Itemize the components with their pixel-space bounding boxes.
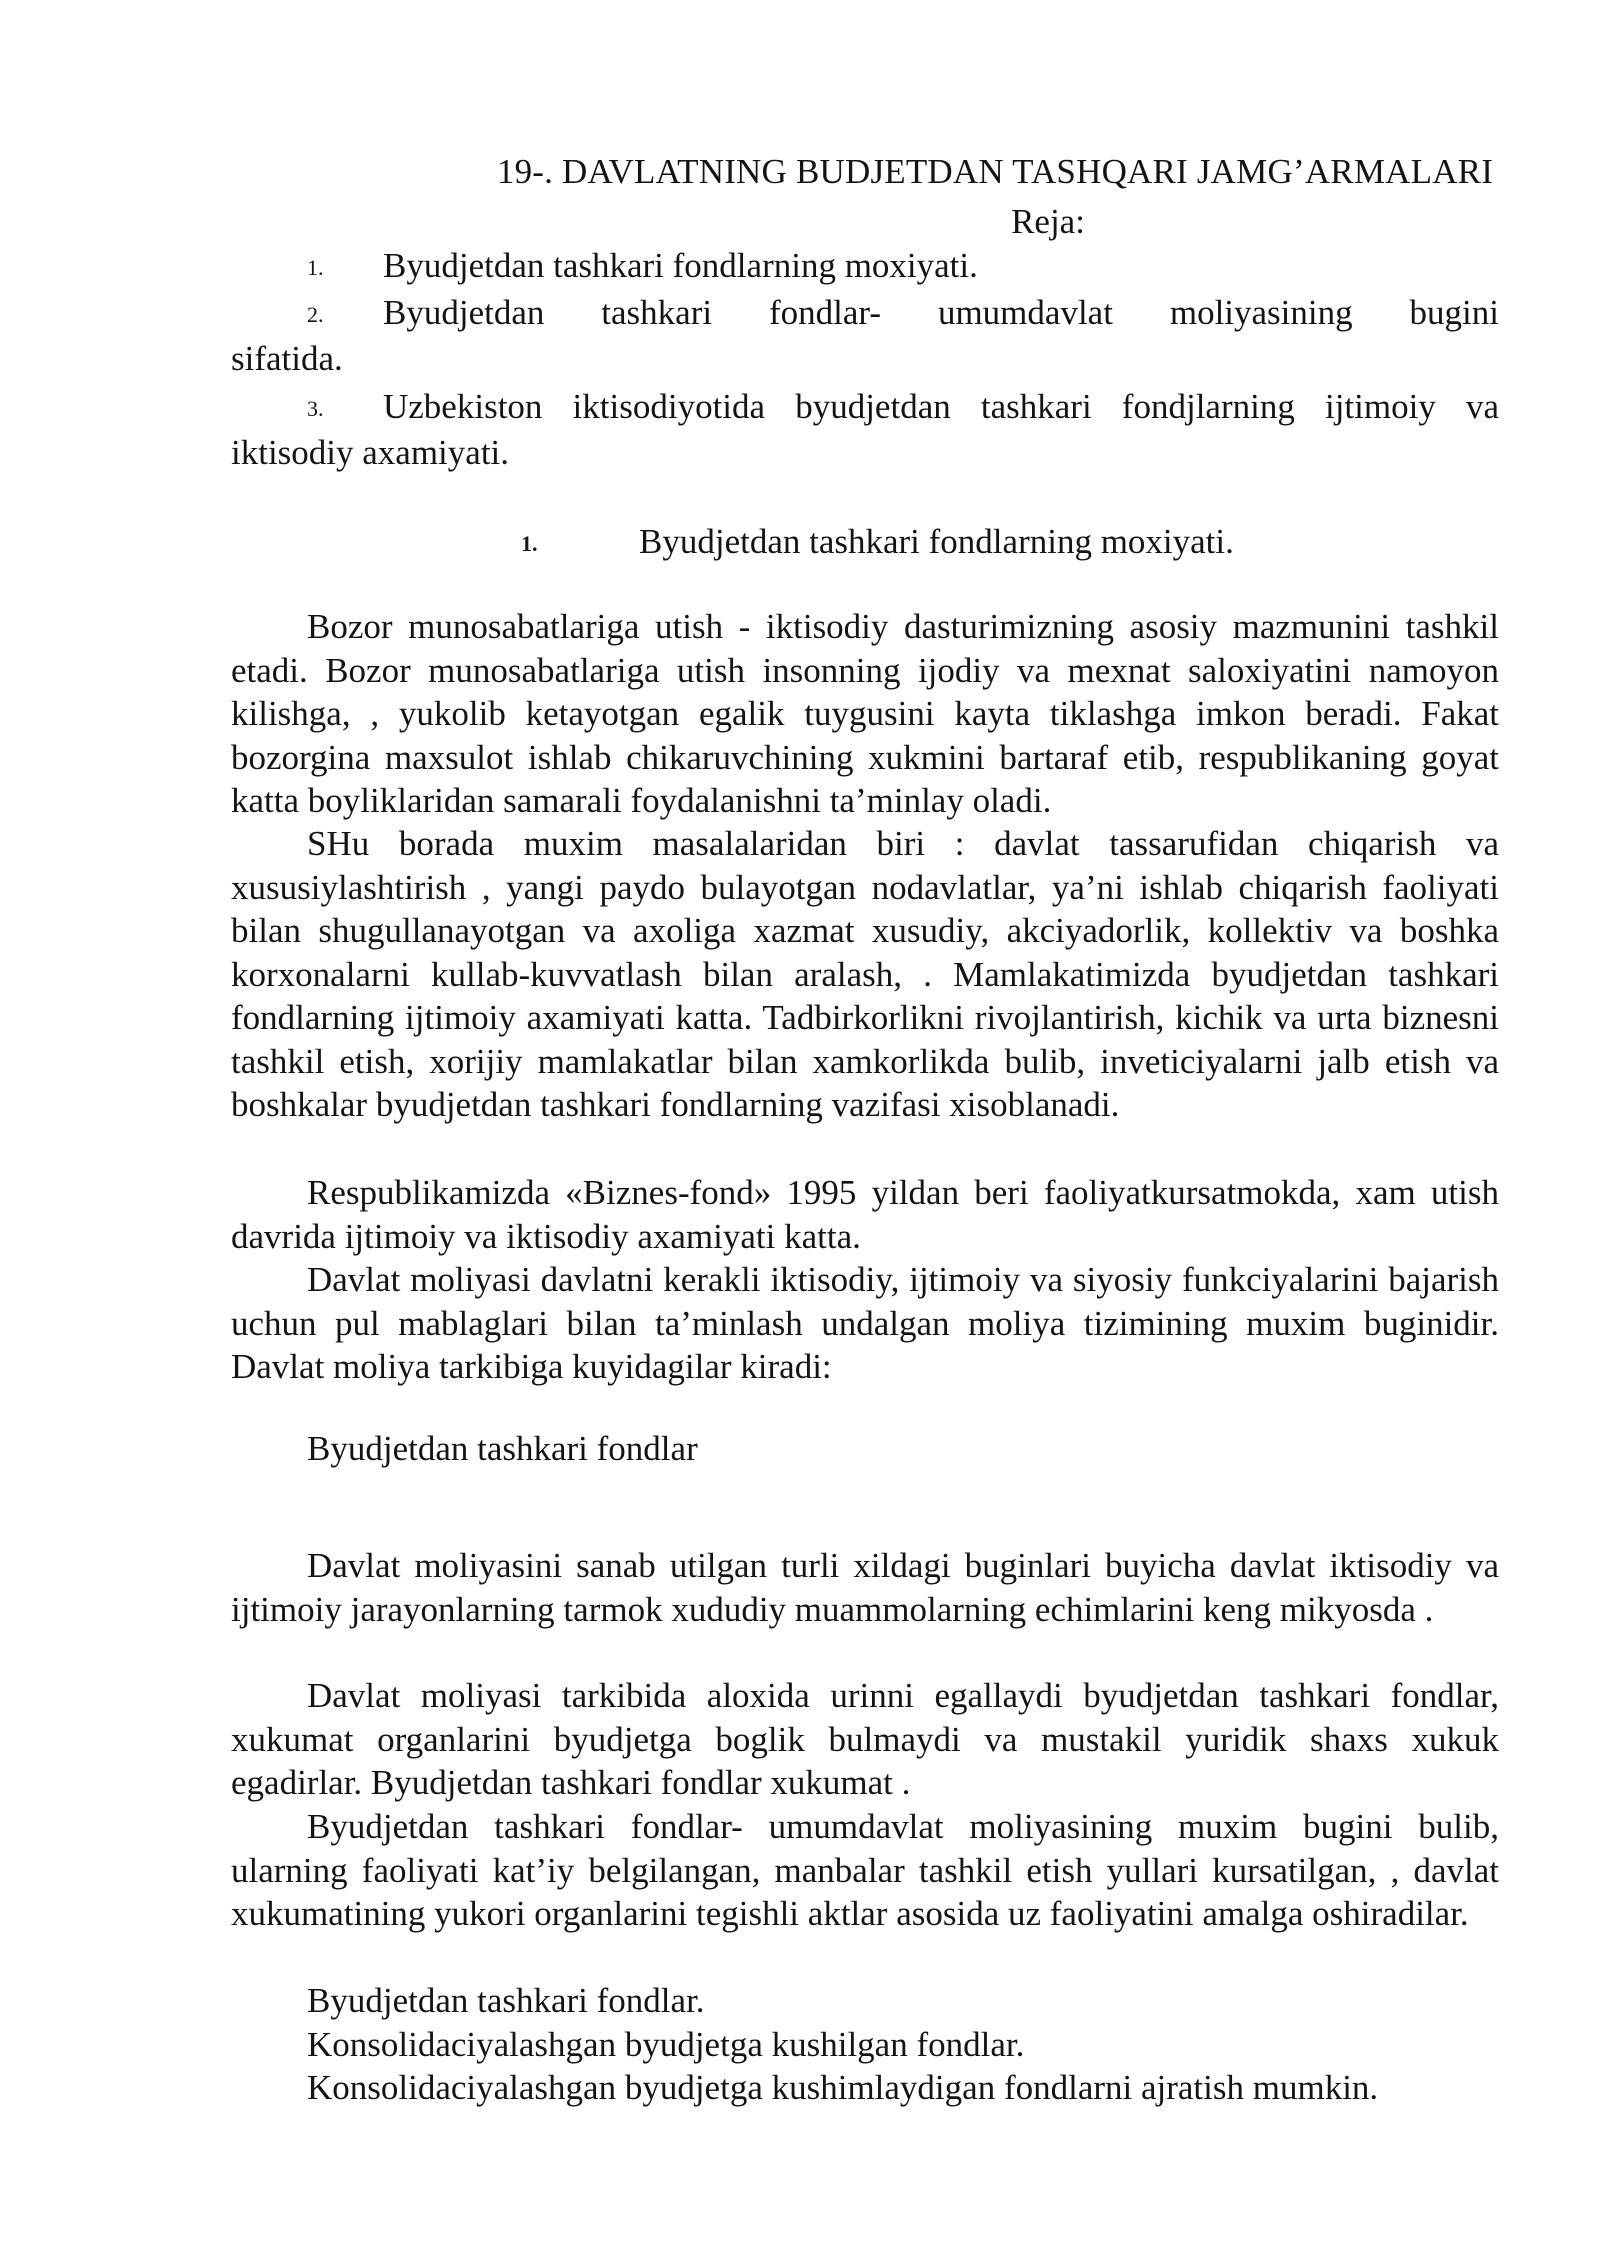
body-paragraph: Byudjetdan tashkari fondlar- umumdavlat moliyasining muxim bugini bulib, ularning faoliyati kat’iy belgilangan, manbalar tashkil etish yullari kursatilgan, , davlat xukumatining yukori organlarini tegishli aktlar asosida uz faoliyatini amalga oshiradilar. [231, 1807, 1499, 1933]
body-paragraph: SHu borada muxim masalalaridan biri : davlat tassarufidan chiqarish va xususiylashtirish , yangi paydo bulayotgan nodavlatlar, ya’ni ishlab chiqarish faoliyati bilan shugullanayotgan va axoliga xazmat xusudiy, akciyadorlik, kollektiv va boshka korxonalarni kullab-kuvvatlash bilan aralash, . Mamlakatimizda byudjetdan tashkari fondlarning ijtimoiy axamiyati katta. Tadbirkorlikni rivojlantirish, kichik va urta biznesni tashkil etish, xorijiy mamlakatlar bilan xamkorlikda bulib, inveticiyalarni jalb etish va boshkalar byudjetdan tashkari fondlarning vazifasi xisoblanadi. [231, 824, 1499, 1124]
section-heading-text: Byudjetdan tashkari fondlarning moxiyati. [639, 522, 1234, 561]
plan-item-text: Uzbekiston iktisodiyotida byudjetdan tashkari fondjlarning ijtimoiy va [383, 387, 1499, 426]
plan-label: Reja: [1011, 202, 1085, 241]
plan-item-first-line [231, 291, 1499, 337]
plan-item [231, 385, 1499, 475]
body-paragraph: Davlat moliyasi tarkibida aloxida urinni egallaydi byudjetdan tashkari fondlar, xukumat organlarini byudjetga boglik bulmaydi va mustakil yuridik shaxs xukuk egadirlar. Byudjetdan tashkari fondlar xukumat . [231, 1676, 1499, 1802]
plan-item-number: 2. [307, 302, 324, 327]
body-paragraph: Davlat moliyasi davlatni kerakli iktisodiy, ijtimoiy va siyosiy funkciyalarini bajarish uchun pul mablaglari bilan ta’minlash undalgan moliya tizimining muxim buginidir. Davlat moliya tarkibiga kuyidagilar kiradi: [231, 1260, 1499, 1386]
section-heading [231, 520, 1499, 566]
body-paragraph: Byudjetdan tashkari fondlar [307, 1429, 698, 1468]
document-title: 19-. DAVLATNING BUDJETDAN TASHQARI JAMG’ARMALARI [496, 152, 1494, 191]
body-paragraph: Konsolidaciyalashgan byudjetga kushimlaydigan fondlarni ajratish mumkin. [307, 2068, 1379, 2107]
body-paragraph: Respublikamizda «Biznes-fond» 1995 yildan beri faoliyatkursatmokda, xam utish davrida ijtimoiy va iktisodiy axamiyati katta. [231, 1173, 1499, 1256]
plan-item-number: 1. [307, 255, 324, 280]
plan-item-text: Byudjetdan tashkari fondlar- umumdavlat moliyasining bugini [383, 293, 1499, 332]
plan-item-text-continued: iktisodiy axamiyati. [231, 433, 510, 472]
plan-item-first-line [231, 385, 1499, 431]
body-paragraph: Davlat moliyasini sanab utilgan turli xildagi buginlari buyicha davlat iktisodiy va ijtimoiy jarayonlarning tarmok xududiy muammolarning echimlarini keng mikyosda . [231, 1546, 1499, 1629]
body-paragraph: Konsolidaciyalashgan byudjetga kushilgan fondlar. [307, 2025, 1025, 2064]
body-paragraph: Bozor munosabatlariga utish - iktisodiy dasturimizning asosiy mazmunini tashkil etadi. Bozor munosabatlariga utish insonning ijodiy va mexnat saloxiyatini namoyon kilishga, , yukolib ketayotgan egalik tuygusini kayta tiklashga imkon beradi. Fakat bozorgina maxsulot ishlab chikaruvchining xukmini bartaraf etib, respublikaning goyat katta boyliklaridan samarali foydalanishni ta’minlay oladi. [231, 607, 1499, 820]
plan-item-number: 3. [307, 396, 324, 421]
plan-item [231, 291, 1499, 381]
body-paragraph: Byudjetdan tashkari fondlar. [307, 1981, 705, 2020]
plan-item-text: Byudjetdan tashkari fondlarning moxiyati. [383, 246, 978, 285]
plan-item [231, 244, 1499, 290]
plan-item-text-continued: sifatida. [231, 339, 343, 378]
section-heading-number: 1. [521, 531, 538, 556]
